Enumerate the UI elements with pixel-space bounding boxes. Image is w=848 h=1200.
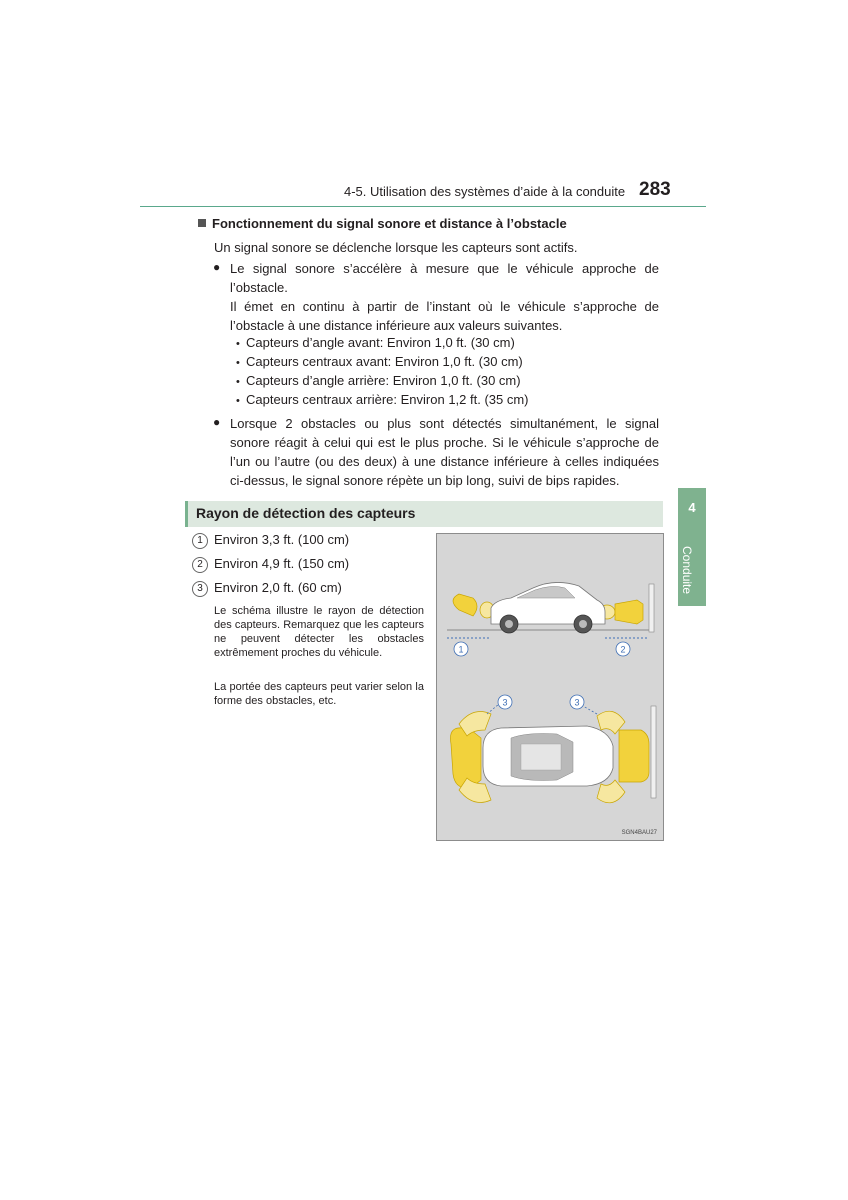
list-item: • Capteurs d’angle avant: Environ 1,0 ft. (30 cm) [236, 335, 515, 350]
callout-number: 3 [192, 581, 208, 597]
sensor-range-diagram [436, 533, 664, 841]
legend-item-3: 3 Environ 2,0 ft. (60 cm) [192, 580, 342, 597]
list-item: • Capteurs d’angle arrière: Environ 1,0 ft. (30 cm) [236, 373, 521, 388]
chapter-number: 4 [688, 500, 696, 515]
diagram-caption-1: Le schéma illustre le rayon de détection des capteurs. Remarquez que les capteurs ne peuvent détecter les obstacles extrêmement proches du véhicule. [214, 605, 424, 659]
list-item: • Capteurs centraux avant: Environ 1,0 ft. (30 cm) [236, 354, 523, 369]
sensor-range-illustration [437, 534, 663, 840]
intro-text: Un signal sonore se déclenche lorsque les capteurs sont actifs. [214, 240, 578, 255]
sensor-distance-list [236, 335, 529, 411]
detection-heading: Rayon de détection des capteurs [196, 505, 416, 521]
bullet2-paragraph: Lorsque 2 obstacles ou plus sont détectés simultanément, le signal sonore réagit à celui qui est le plus proche. Si le véhicule s’approche de l’un ou l’autre (ou des deux) à une distance inférieure à celles indiquées ci-dessus, le signal sonore répète un bip long, suivi de bips rapides. [230, 416, 659, 488]
section-heading [198, 216, 567, 231]
callout-label: 3 [502, 697, 508, 708]
callout-label: 2 [620, 644, 626, 655]
bullet1-paragraph1: Le signal sonore s’accélère à mesure que le véhicule approche de l’obstacle. [230, 261, 659, 295]
list-item: • Capteurs centraux arrière: Environ 1,2 ft. (35 cm) [236, 392, 529, 407]
legend-item-2: 2 Environ 4,9 ft. (150 cm) [192, 556, 349, 573]
callout-label: 1 [458, 644, 464, 655]
bullet-dot-icon: ● [213, 415, 221, 429]
chapter-label: Conduite [680, 546, 694, 595]
header-rule [140, 206, 706, 207]
header-title: 4-5. Utilisation des systèmes d’aide à la conduite [344, 184, 626, 199]
callout-number: 2 [192, 557, 208, 573]
diagram-caption-2: La portée des capteurs peut varier selon la forme des obstacles, etc. [214, 681, 424, 707]
callout-number: 1 [192, 533, 208, 549]
diagram-code: SGN4BAU27 [621, 830, 657, 836]
page-number: 283 [639, 179, 671, 200]
callout-label: 3 [574, 697, 580, 708]
legend-item-1: 1 Environ 3,3 ft. (100 cm) [192, 532, 349, 549]
bullet-dot-icon: ● [213, 260, 221, 274]
square-bullet-icon [198, 219, 206, 227]
bullet1-paragraph2: Il émet en continu à partir de l’instant où le véhicule s’approche de l’obstacle à une distance inférieure aux valeurs suivantes. [230, 299, 659, 333]
section-heading-text: Fonctionnement du signal sonore et distance à l’obstacle [212, 216, 567, 231]
